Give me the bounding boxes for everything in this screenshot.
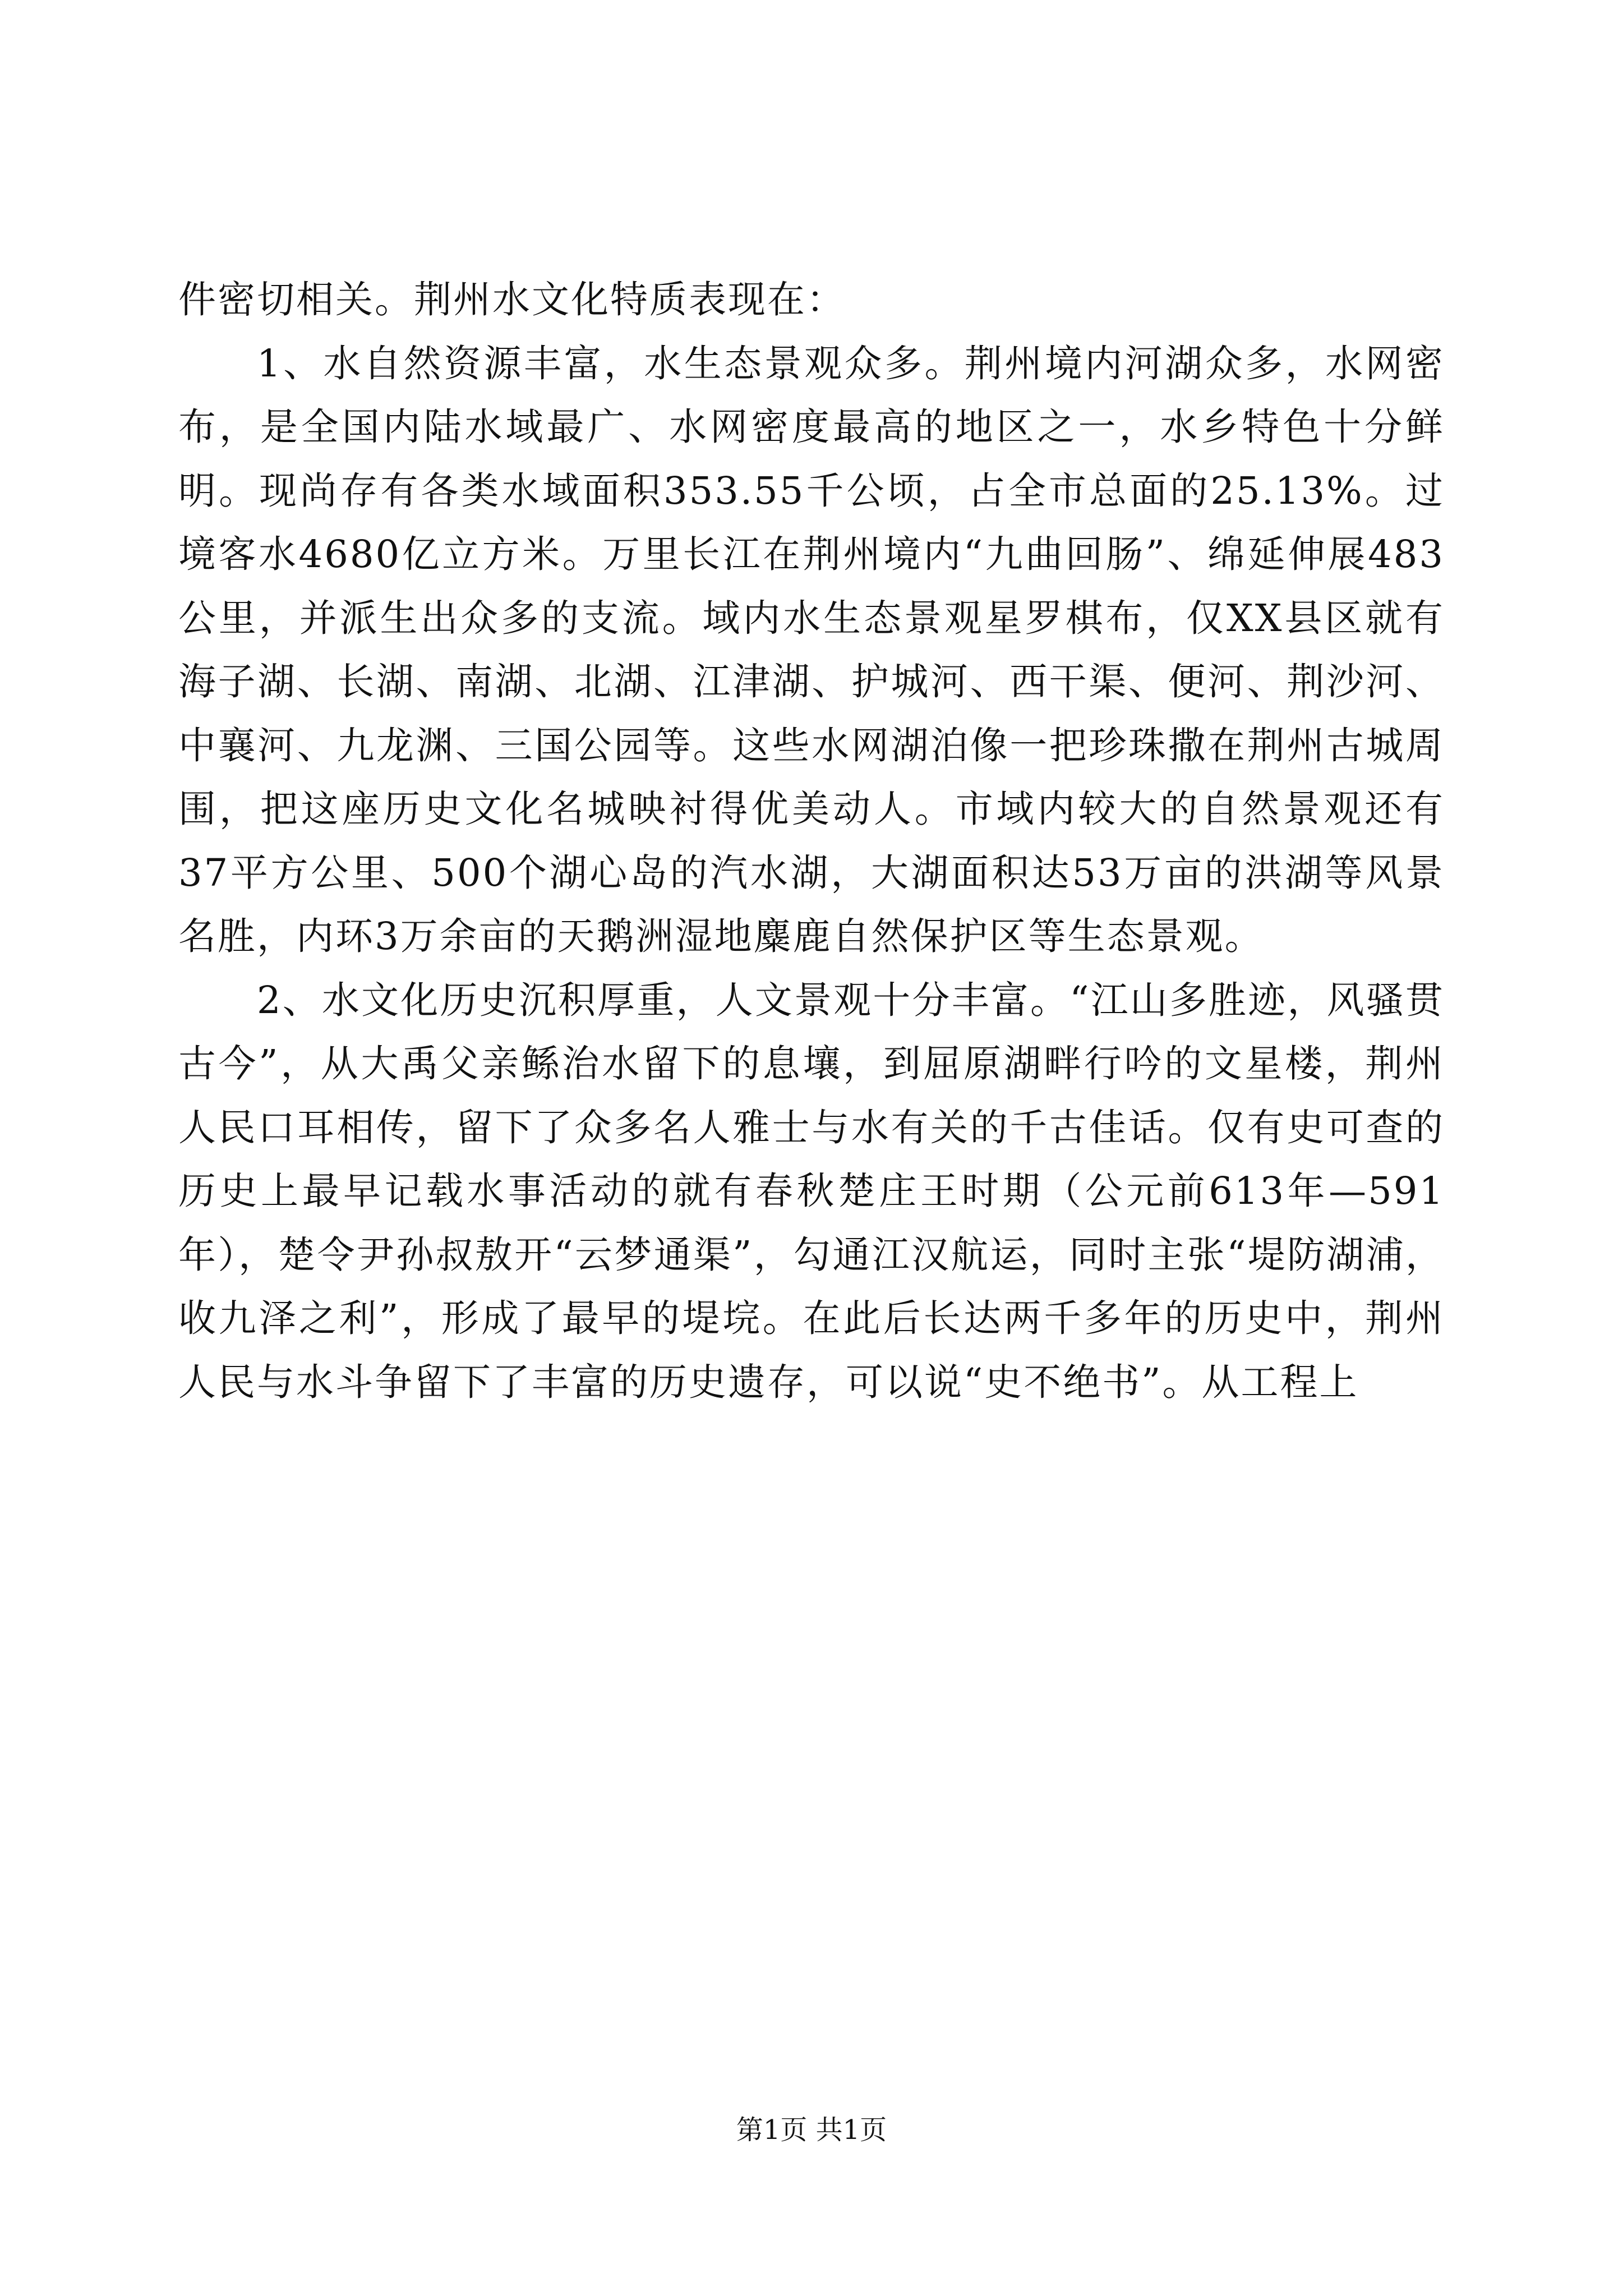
- paragraph-continuation: 件密切相关。荆州水文化特质表现在：: [178, 278, 846, 321]
- paragraph-cultural-history: 2、水文化历史沉积厚重，人文景观十分丰富。“江山多胜迹，风骚贯古今”，从大禹父亲鲧治水留下的息壤，到屈原湖畔行吟的文星楼，荆州人民口耳相传，留下了众多名人雅士与水有关的千古佳话。仅有史可查的历史上最早记载水事活动的就有春秋楚庄王时期（公元前613年—591年），楚令尹孙叔敖开“云梦通渠”，勾通江汉航运，同时主张“堤防湖浦，收九泽之利”，形成了最早的堤垸。在此后长达两千多年的历史中，荆州人民与水斗争留下了丰富的历史遗存，可以说“史不绝书”。从工程上: [178, 978, 1445, 1404]
- page-footer: 第1页 共1页: [736, 2114, 887, 2146]
- document-body: [178, 268, 1445, 1414]
- paragraph-natural-resources: 1、水自然资源丰富，水生态景观众多。荆州境内河湖众多，水网密布，是全国内陆水域最广、水网密度最高的地区之一，水乡特色十分鲜明。现尚存有各类水域面积353.55千公顷，占全市总面的25.13%。过境客水4680亿立方米。万里长江在荆州境内“九曲回肠”、绵延伸展483公里，并派生出众多的支流。域内水生态景观星罗棋布，仅XX县区就有海子湖、长湖、南湖、北湖、江津湖、护城河、西干渠、便河、荆沙河、中襄河、九龙渊、三国公园等。这些水网湖泊像一把珍珠撒在荆州古城周围，把这座历史文化名城映衬得优美动人。市域内较大的自然景观还有37平方公里、500个湖心岛的汽水湖，大湖面积达53万亩的洪湖等风景名胜，内环3万余亩的天鹅洲湿地麋鹿自然保护区等生态景观。: [178, 341, 1445, 958]
